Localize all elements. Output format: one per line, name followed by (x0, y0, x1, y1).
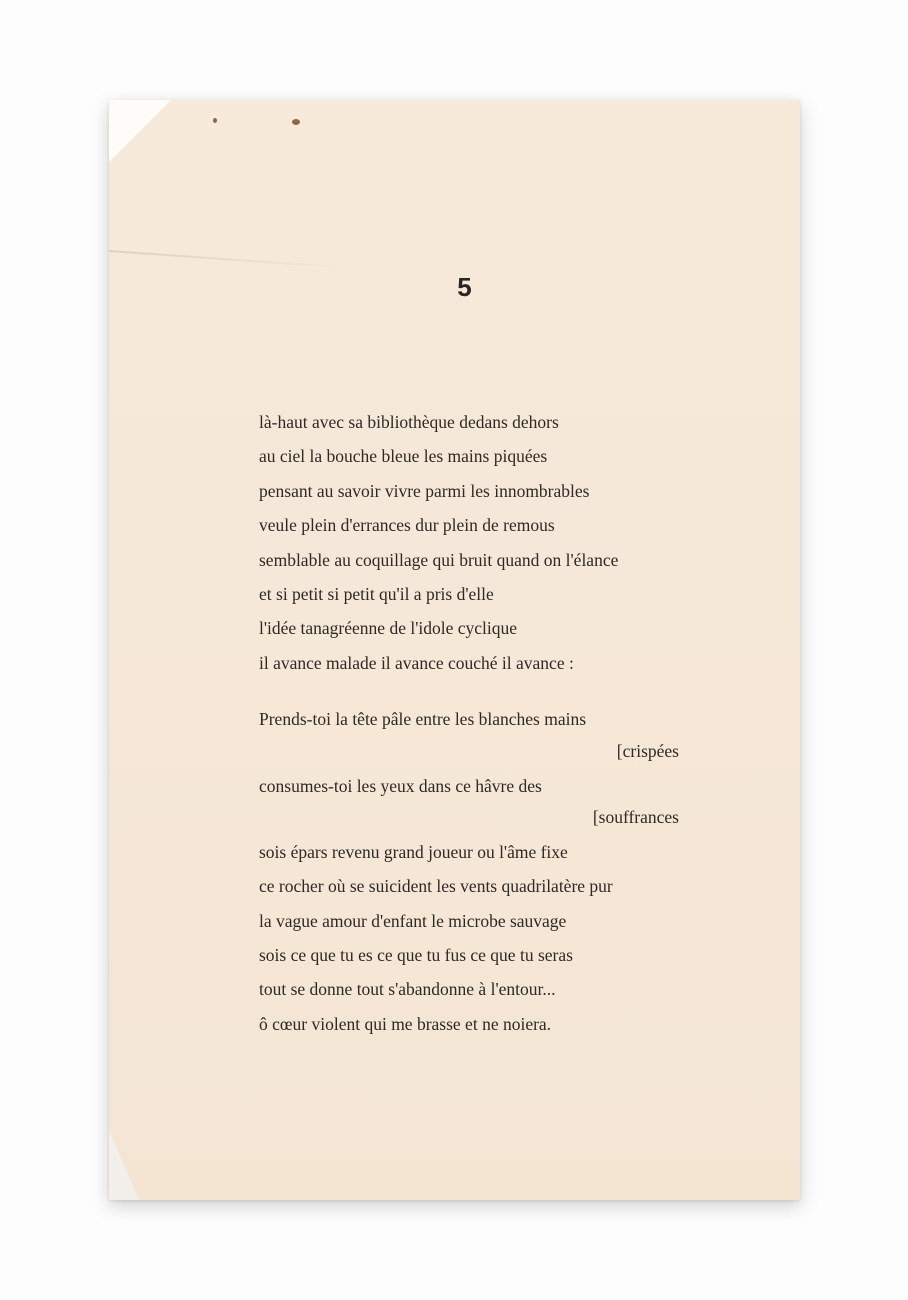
poem-line: sois épars revenu grand joueur ou l'âme fixe (259, 841, 568, 862)
poem-line: tout se donne tout s'abandonne à l'entour... (259, 979, 556, 1000)
poem-line: il avance malade il avance couché il avance : (259, 652, 574, 673)
poem-line: ô cœur violent qui me brasse et ne noiera. (259, 1013, 552, 1034)
poem-line: Prends-toi la tête pâle entre les blanches mains (259, 709, 587, 730)
poem-line: pensant au savoir vivre parmi les innombrables (259, 480, 590, 501)
poem-line: consumes-toi les yeux dans ce hâvre des (259, 775, 542, 796)
poem-line-overflow: [souffrances (592, 806, 679, 827)
paper-crease (109, 250, 349, 269)
paper-sheet (109, 100, 800, 1200)
stanza-2 (259, 702, 679, 1041)
poem-line: là-haut avec sa bibliothèque dedans dehors (259, 412, 559, 432)
page-number: 5 (457, 272, 472, 302)
poem-line-overflow: [crispées (616, 740, 679, 761)
poem-line: semblable au coquillage qui bruit quand on l'élance (259, 549, 619, 570)
poem-line: la vague amour d'enfant le microbe sauvage (259, 910, 567, 931)
torn-corner-top-left (109, 100, 171, 162)
poem-line: ce rocher où se suicident les vents quadrilatère pur (259, 876, 613, 897)
stanza-break (259, 680, 679, 702)
poem-body (259, 405, 679, 1041)
torn-corner-bottom-left (109, 1130, 139, 1200)
poem-line: l'idée tanagréenne de l'idole cyclique (259, 618, 517, 639)
poem-line: et si petit si petit qu'il a pris d'elle (259, 583, 494, 604)
poem-line: veule plein d'errances dur plein de remous (259, 515, 555, 536)
pin-hole (213, 118, 217, 123)
poem-line: sois ce que tu es ce que tu fus ce que tu seras (259, 945, 573, 966)
poem-line: au ciel la bouche bleue les mains piquées (259, 446, 548, 467)
stanza-1 (259, 405, 679, 680)
pin-hole (292, 119, 300, 125)
